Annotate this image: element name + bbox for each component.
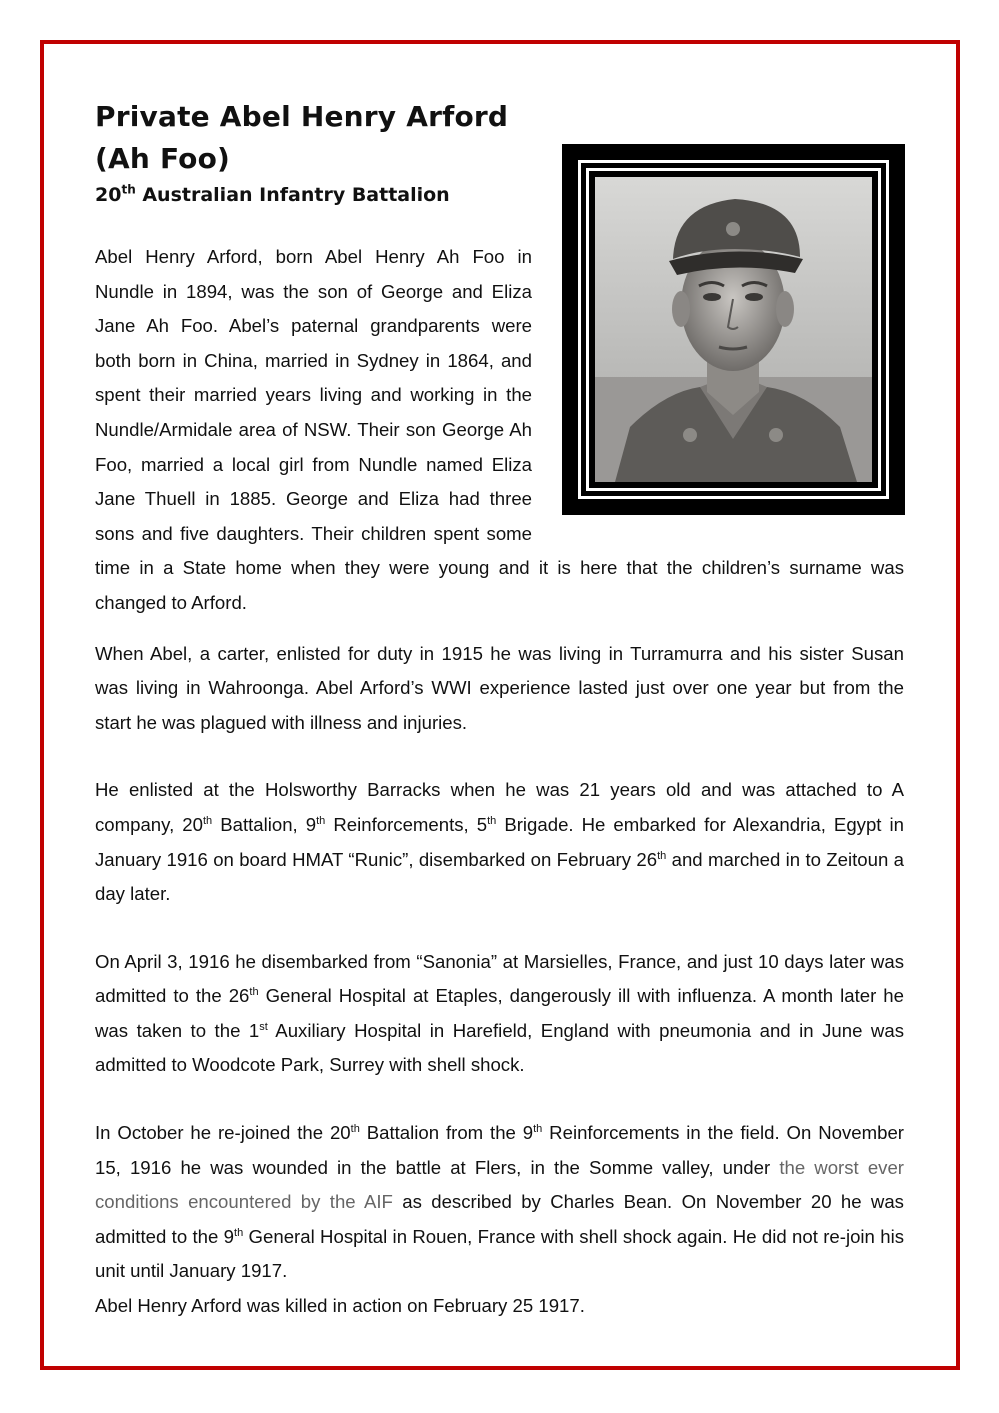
aif-conditions-link[interactable]: the worst ever conditions encountered by the AIF (95, 1156, 904, 1213)
p5-text-b: Battalion from the 9 (359, 1122, 534, 1144)
p3-text-a: He enlisted at the Holsworthy Barracks when he was 21 years old and was attached to A company, 20 (95, 779, 904, 835)
subtitle-ordinal: th (121, 182, 136, 197)
paragraph-family (95, 240, 904, 621)
p5-text-d: as described by Charles Bean. On November 20 he was admitted to the 9 (95, 1191, 904, 1247)
p3-text-d: Brigade. He embarked for Alexandria, Egypt in January 1916 on board HMAT “Runic”, disembarked on February 26 (95, 813, 904, 870)
p4-sup-2: st (259, 1020, 268, 1033)
subtitle-number: 20 (95, 184, 122, 206)
p3-text-b: Battalion, 9 (212, 813, 317, 835)
document-body (95, 94, 904, 1324)
paragraph-flers (95, 1116, 904, 1289)
portrait-photo (562, 144, 905, 515)
p5-sup-2: th (533, 1122, 543, 1135)
p3-text-e: and marched in to Zeitoun a day later. (95, 848, 905, 905)
paragraph-family-text: Abel Henry Arford, born Abel Henry Ah Foo in Nundle in 1894, was the son of George and Eliza Jane Ah Foo. Abel’s paternal grandparents were both born in China, married in Sydney in 1864, and spent their married years living and working in the Nundle/Armidale area of NSW. Their son George Ah Foo, married a local girl from Nundle named Eliza Jane Thuell in 1885. George and Eliza had three sons and five daughters. Their children spent some time in a State home when they were young and it is here that the children’s surname was changed to Arford. (95, 246, 904, 613)
p4-text-c: Auxiliary Hospital in Harefield, England with pneumonia and in June was admitted to Woodcote Park, Surrey with shell shock. (95, 1019, 904, 1076)
p4-text-a: On April 3, 1916 he disembarked from “Sanonia” at Marsielles, France, and just 10 days later was admitted to the 26 (95, 950, 904, 1007)
paragraph-killed-in-action: Abel Henry Arford was killed in action on February 25 1917. (95, 1295, 585, 1317)
title-line-2: (Ah Foo) (95, 142, 231, 175)
p3-sup-4: th (657, 849, 667, 862)
p3-text-c: Reinforcements, 5 (325, 813, 488, 835)
p3-sup-2: th (316, 814, 326, 827)
portrait-photo-icon (595, 177, 872, 482)
p5-text-a: In October he re-joined the 20 (95, 1122, 351, 1144)
p3-sup-1: th (202, 814, 213, 827)
p4-sup-1: th (249, 986, 259, 999)
p5-text-e: General Hospital in Rouen, France with shell shock again. He did not re-join his unit until January 1917. (95, 1225, 904, 1282)
p5-sup-3: th (234, 1226, 244, 1239)
subtitle-text: Australian Infantry Battalion (135, 184, 450, 206)
p5-text-c: Reinforcements in the field. On November 15, 1916 he was wounded in the battle at Flers, in the Somme valley, under (95, 1122, 904, 1178)
paragraph-france (95, 945, 904, 1083)
paragraph-enlistment: When Abel, a carter, enlisted for duty in 1915 he was living in Turramurra and his sister Susan was living in Wahroonga. Abel Arford’s WWI experience lasted just over one year but from the start he was plagued with illness and injuries. (95, 642, 904, 733)
p3-sup-3: th (487, 814, 497, 827)
title-line-1: Private Abel Henry Arford (95, 100, 509, 133)
p4-text-b: General Hospital at Etaples, dangerously ill with influenza. A month later he was taken to the 1 (95, 985, 904, 1041)
paragraph-holsworthy (95, 773, 904, 911)
p5-sup-1: th (350, 1122, 360, 1135)
